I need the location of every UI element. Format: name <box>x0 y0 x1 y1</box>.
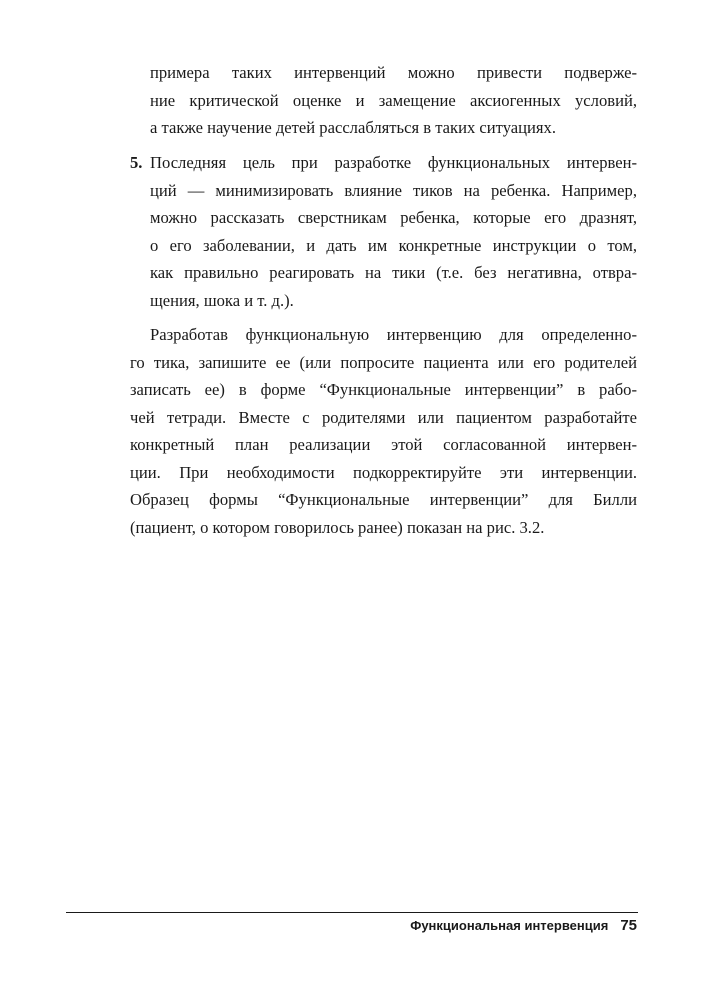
list-item-line: как правильно реагировать на тики (т.е. без негативна, отвра- <box>150 263 637 282</box>
page-footer <box>410 917 637 934</box>
paragraph-line: го тика, запишите ее (или попросите пациента или его родителей <box>130 352 637 372</box>
paragraph-line: чей тетради. Вместе с родителями или пациентом разработайте <box>130 407 637 427</box>
paragraph-line: Образец формы “Функциональные интервенции” для Билли <box>130 490 637 509</box>
list-item <box>130 149 637 314</box>
list-item-number: 5. <box>130 153 143 172</box>
footer-divider <box>66 912 638 913</box>
paragraph-line: а также научение детей расслабляться в таких ситуациях. <box>150 118 556 137</box>
paragraph-line: ние критической оценке и замещение аксиогенных условий, <box>150 90 637 110</box>
body-paragraph <box>130 321 637 541</box>
paragraph-line: записать ее) в форме “Функциональные интервенции” в рабо- <box>130 380 637 399</box>
list-item-line: о его заболевании, и дать им конкретные инструкции о том, <box>150 235 637 255</box>
continued-paragraph <box>130 59 637 142</box>
page-number: 75 <box>620 917 637 934</box>
list-item-line: Последняя цель при разработке функциональных интервен- <box>150 153 637 172</box>
paragraph-line: Разработав функциональную интервенцию для определенно- <box>150 325 637 344</box>
running-title: Функциональная интервенция <box>410 918 609 933</box>
list-item-line: ций — минимизировать влияние тиков на ребенка. Например, <box>150 180 637 200</box>
list-item-line: можно рассказать сверстникам ребенка, которые его дразнят, <box>150 208 637 227</box>
paragraph-line: примера таких интервенций можно привести подверже- <box>150 63 637 82</box>
paragraph-line: конкретный план реализации этой согласованной интервен- <box>130 435 637 454</box>
paragraph-line: ции. При необходимости подкорректируйте эти интервенции. <box>130 462 637 482</box>
list-item-line: щения, шока и т. д.). <box>150 290 294 310</box>
paragraph-line: (пациент, о котором говорилось ранее) показан на рис. 3.2. <box>130 517 545 537</box>
